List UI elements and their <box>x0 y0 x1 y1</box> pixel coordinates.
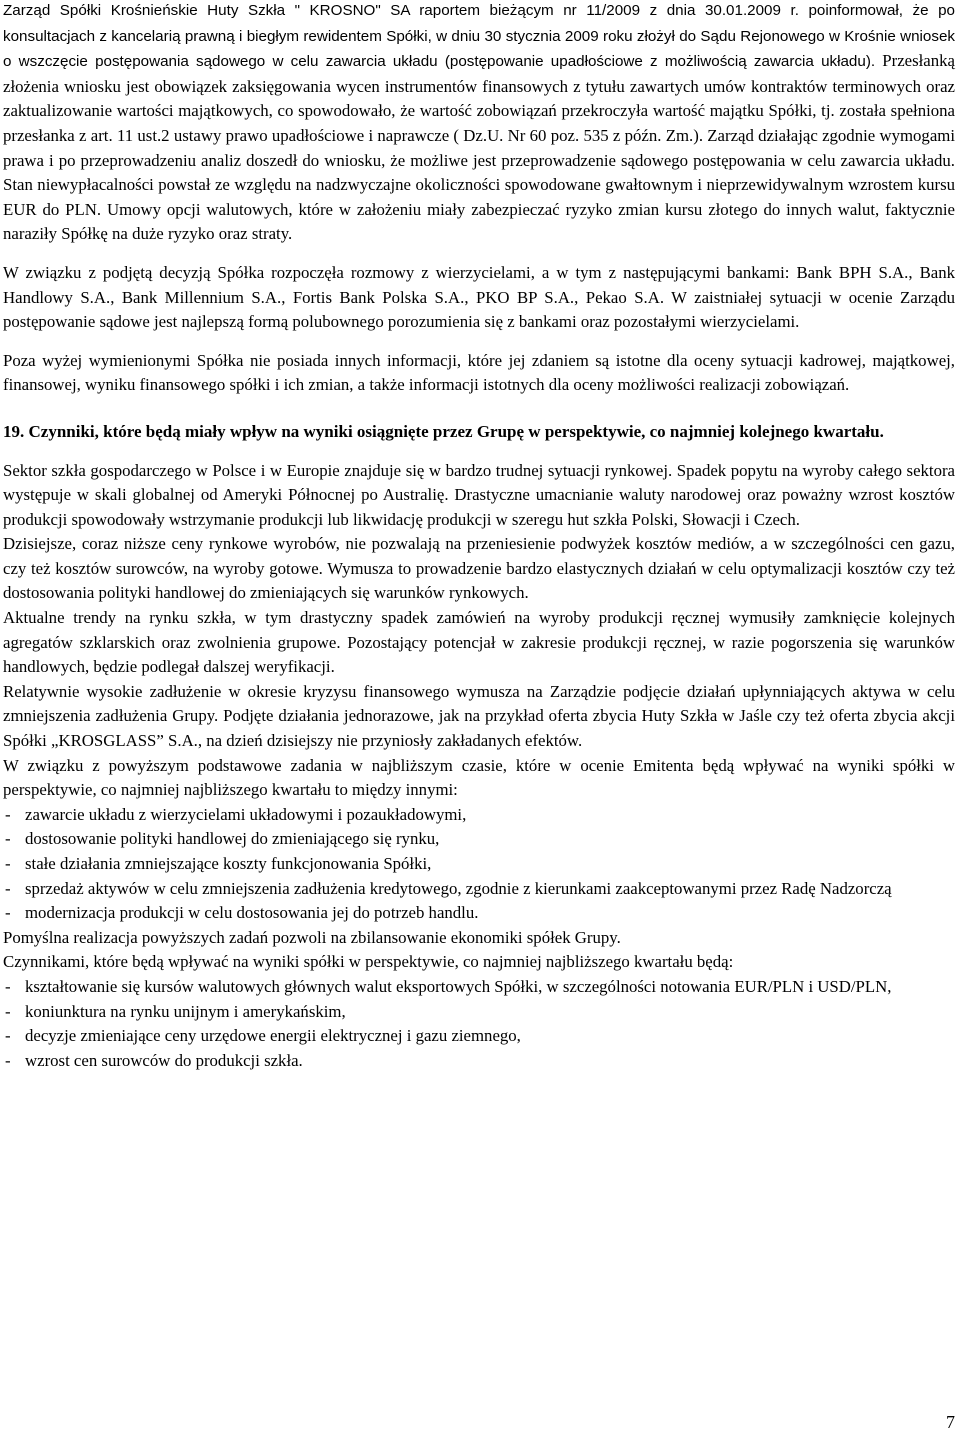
paragraph-trends: Aktualne trendy na rynku szkła, w tym drastyczny spadek zamówień na wyroby produkcji ręcznej wymusiły zamknięcie kolejnych agregatów szklarskich oraz zwolnienia grupowe. Pozostający potencjał w zakresie produkcji ręcznej, w razie pogorszenia się warunków handlowych, będzie podlegał dalszej weryfikacji. <box>3 608 955 677</box>
list-item: - decyzje zmieniające ceny urzędowe energii elektrycznej i gazu ziemnego, <box>3 1024 955 1049</box>
factors-list <box>3 975 955 1073</box>
page-content <box>3 0 955 1073</box>
paragraph-creditor-talks: W związku z podjętą decyzją Spółka rozpoczęła rozmowy z wierzycielami, a w tym z następującymi bankami: Bank BPH S.A., Bank Handlowy S.A., Bank Millennium S.A., Fortis Bank Polska S.A., PKO BP S.A., Pekao S.A. W zaistniałej sytuacji w ocenie Zarządu postępowanie sądowe jest najlepszą formą polubownego porozumienia się z bankami oraz pozostałymi wierzycielami. <box>3 262 955 332</box>
list-item: - kształtowanie się kursów walutowych głównych walut eksportowych Spółki, w szczególności notowania EUR/PLN i USD/PLN, <box>3 975 955 1000</box>
paragraph-market-situation: Sektor szkła gospodarczego w Polsce i w Europie znajduje się w bardzo trudnej sytuacji rynkowej. Spadek popytu na wyroby całego sektora występuje w skali globalnej od Ameryki Północnej po Australię. Drastyczne umacnianie waluty narodowej oraz poważny wzrost kosztów produkcji spowodowały wstrzymanie produkcji lub likwidację produkcji w szeregu hut szkła Polski, Słowacji i Czech. <box>3 460 955 529</box>
page-number: 7 <box>946 1412 955 1432</box>
paragraph-tasks-outcome: Pomyślna realizacja powyższych zadań pozwoli na zbilansowanie ekonomiki spółek Grupy. <box>3 927 621 947</box>
paragraph-bankruptcy-reason-text: Przesłanką złożenia wniosku jest obowiązek zaksięgowania wycen instrumentów finansowych z tytułu zawartych umów kontraktów terminowych oraz zaktualizowanie wartości majątkowych, co spowodowało, że wartość zobowiązań przekroczyła wartość majątku Spółki, tj. została spełniona przesłanka z art. 11 ust.2 ustawy prawo upadłościowe i naprawcze ( Dz.U. Nr 60 poz. 535 z późn. Zm.). Zarząd działając zgodnie wymogami prawa i po przeprowadzeniu analiz doszedł do wniosku, że możliwe jest przeprowadzenie sądowego postępowania w celu zawarcia układu. Stan niewypłacalności powstał ze względu na nadzwyczajne okoliczności spowodowane gwałtownym i nieprzewidywalnym wzrostem kursu EUR do PLN. Umowy opcji walutowych, które w założeniu miały zabezpieczać ryzyko zmian kursu złotego do innych walut, faktycznie naraziły Spółkę na duże ryzyko oraz straty. <box>3 51 955 244</box>
list-item: - stałe działania zmniejszające koszty funkcjonowania Spółki, <box>3 852 955 877</box>
list-item: - koniunktura na rynku unijnym i amerykańskim, <box>3 1000 955 1025</box>
list-item: - modernizacja produkcji w celu dostosowania jej do potrzeb handlu. <box>3 901 955 926</box>
list-item: - wzrost cen surowców do produkcji szkła. <box>3 1049 955 1074</box>
paragraph-debt: Relatywnie wysokie zadłużenie w okresie kryzysu finansowego wymusza na Zarządzie podjęcie działań upłynniających aktywa w celu zmniejszenia zadłużenia Grupy. Podjęte działania jednorazowe, jak na przykład oferta zbycia Huty Szkła w Jaśle czy też oferta zbycia akcji Spółki „KROSGLASS” S.A., na dzień dzisiejszy nie przyniosły zakładanych efektów. <box>3 681 955 751</box>
section-heading-19: 19. Czynniki, które będą miały wpływ na wyniki osiągnięte przez Grupę w perspektywie, co najmniej kolejnego kwartału. <box>3 421 884 441</box>
paragraph-bankruptcy-filing-text: Zarząd Spółki Krośnieńskie Huty Szkła " KROSNO" SA raportem bieżącym nr 11/2009 z dnia 30.01.2009 r. poinformował, że po konsultacjach z kancelarią prawną i biegłym rewidentem Spółki, w dniu 30 stycznia 2009 roku złożył do Sądu Rejonowego w Krośnie wniosek o wszczęcie postępowania sądowego w celu zawarcia układu (postępowanie upadłościowe z możliwością zawarcia układu). <box>3 2 955 71</box>
paragraph-factors-intro: Czynnikami, które będą wpływać na wyniki spółki w perspektywie, co najmniej najbliższego kwartału będą: <box>3 952 734 972</box>
paragraph-prices: Dzisiejsze, coraz niższe ceny rynkowe wyrobów, nie pozwalają na przeniesienie podwyżek kosztów mediów, a w szczególności cen gazu, czy też kosztów surowców, na wyroby gotowe. Wymusza to prowadzenie bardzo elastycznych działań w celu optymalizacji kosztów czy też dostosowania polityki handlowej do zmieniających się warunków rynkowych. <box>3 534 955 603</box>
list-item: - zawarcie układu z wierzycielami układowymi i pozaukładowymi, <box>3 803 955 828</box>
paragraph-tasks-intro: W związku z powyższym podstawowe zadania w najbliższym czasie, które w ocenie Emitenta będą wpływać na wyniki spółki w perspektywie, co najmniej najbliższego kwartału to między innymi: <box>3 755 955 800</box>
list-item: - dostosowanie polityki handlowej do zmieniającego się rynku, <box>3 827 955 852</box>
tasks-list <box>3 803 955 926</box>
list-item: - sprzedaż aktywów w celu zmniejszenia zadłużenia kredytowego, zgodnie z kierunkami zaakceptowanymi przez Radę Nadzorczą <box>3 877 955 902</box>
paragraph-bankruptcy-filing <box>3 0 955 247</box>
paragraph-other-information: Poza wyżej wymienionymi Spółka nie posiada innych informacji, które jej zdaniem są istotne dla oceny sytuacji kadrowej, majątkowej, finansowej, wyniku finansowego spółki i ich zmian, a także informacji istotnych dla oceny możliwości realizacji zobowiązań. <box>3 350 955 395</box>
